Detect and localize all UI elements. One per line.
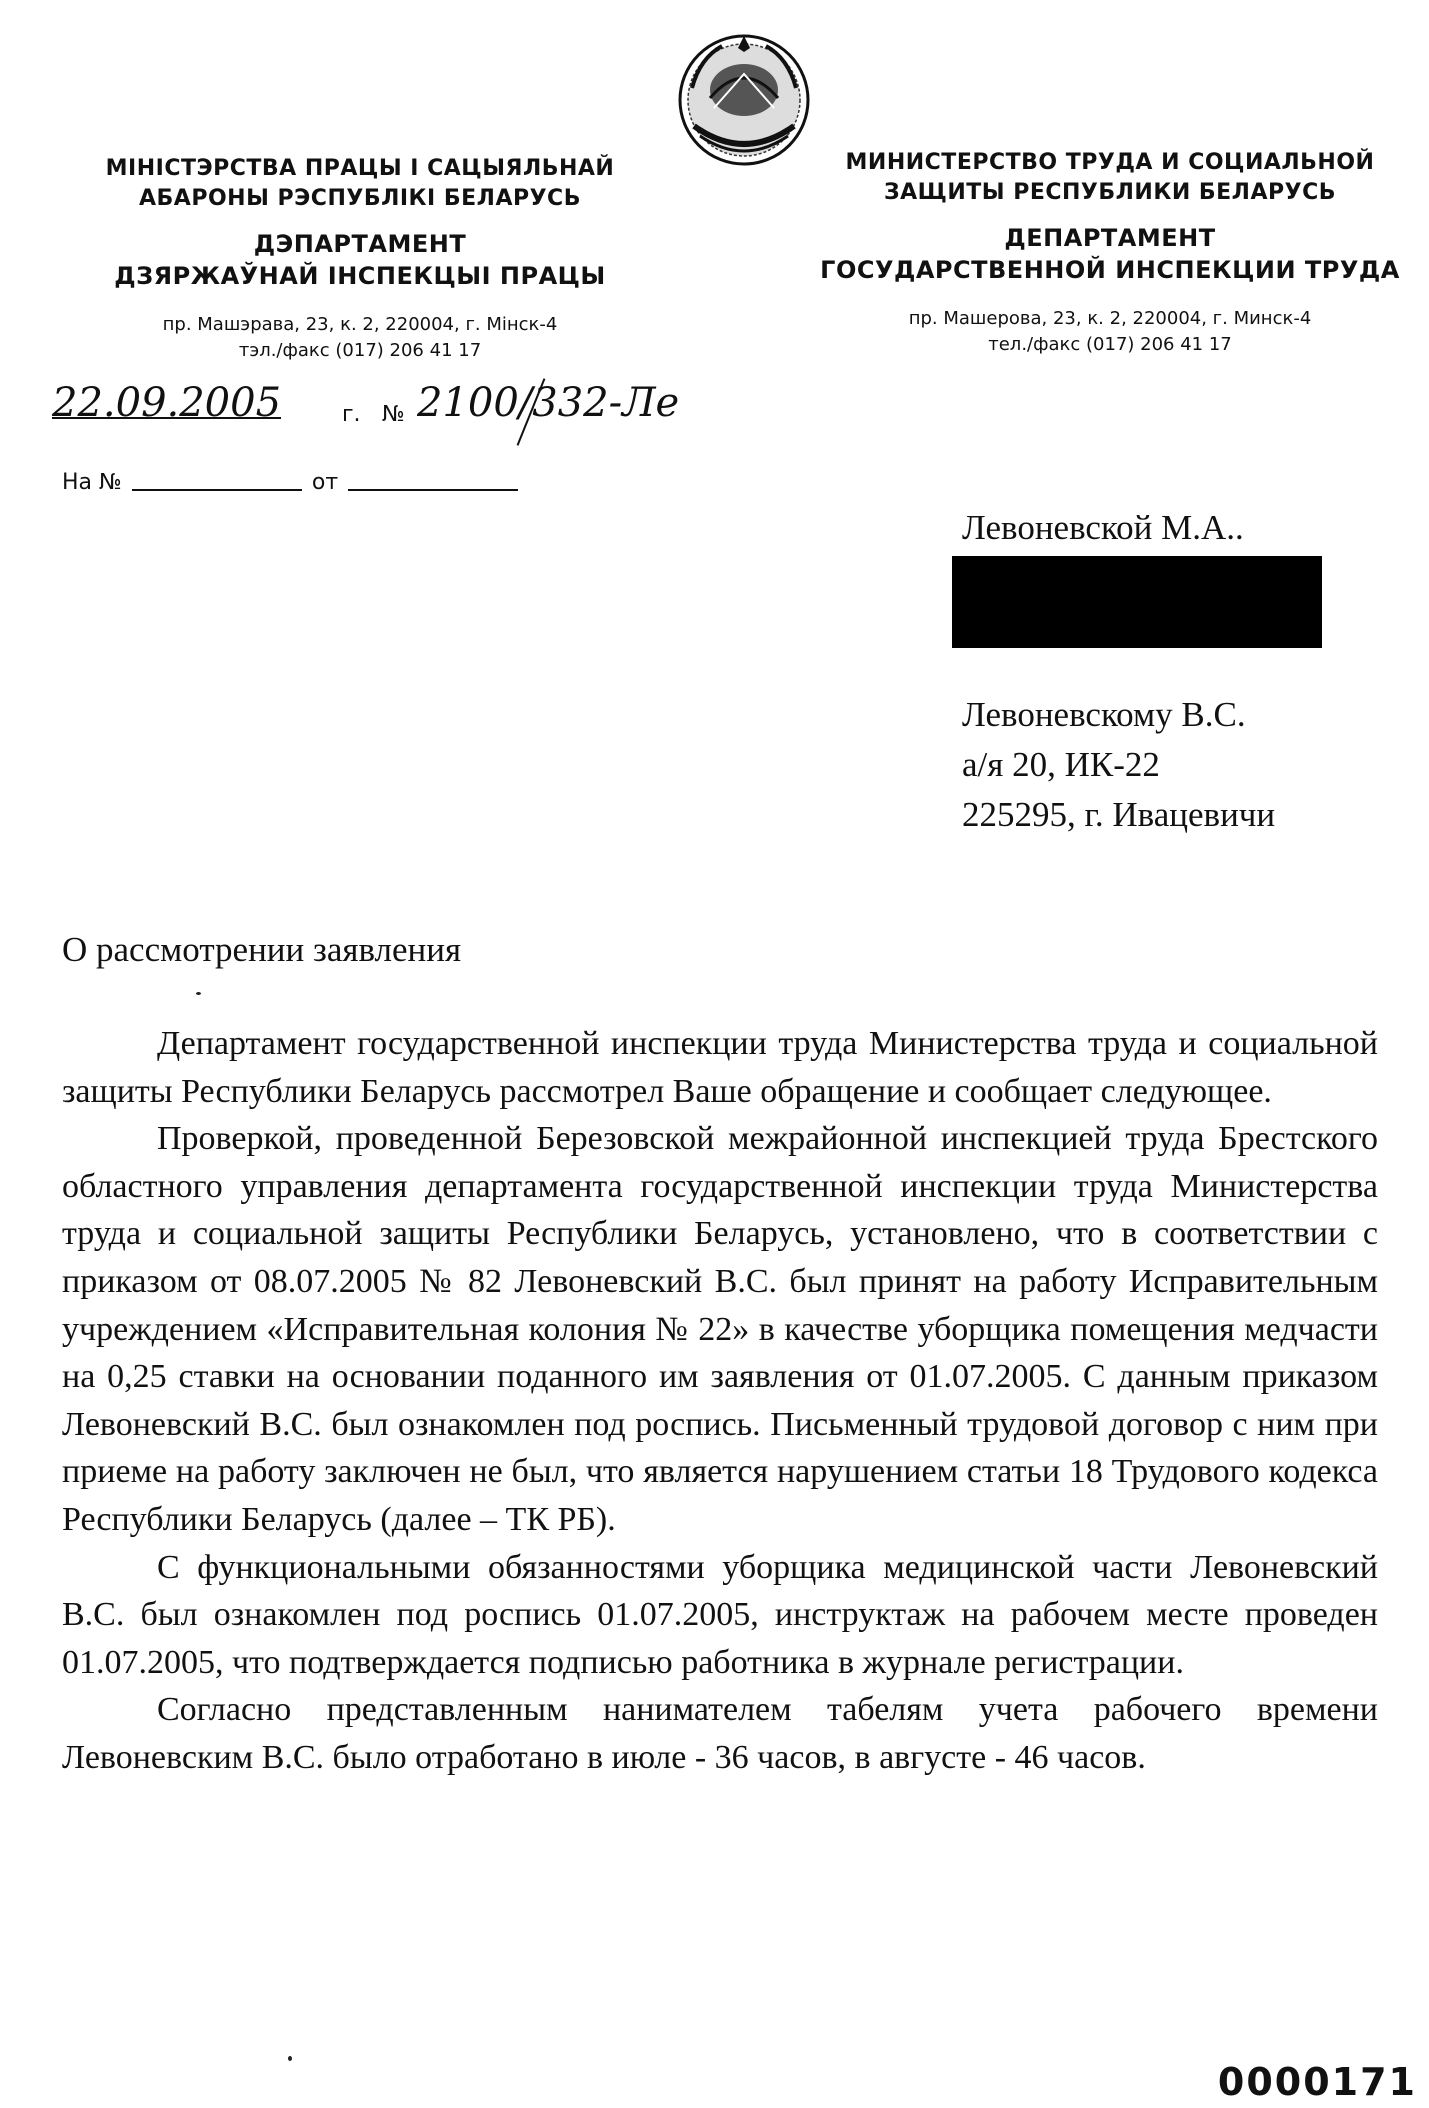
dept-name-be-line1: ДЭПАРТАМЕНТ	[253, 230, 467, 258]
dept-name-ru-line2: ГОСУДАРСТВЕННОЙ ИНСПЕКЦИИ ТРУДА	[820, 256, 1400, 284]
phone-be: тэл./факс (017) 206 41 17	[238, 340, 482, 361]
reply-reference	[62, 470, 528, 495]
org-name-ru-line2: ЗАЩИТЫ РЕСПУБЛИКИ БЕЛАРУСЬ	[884, 180, 1336, 205]
body-paragraph: Согласно представленным нанимателем табелям учета рабочего времени Левоневским В.С. было отработано в июле - 36 часов, в августе - 46 часов.	[62, 1691, 1378, 1776]
addressee-2-name: Левоневскому В.С.	[962, 695, 1246, 734]
reply-number-label: На №	[62, 470, 122, 495]
outgoing-number: 2100/332-Ле	[417, 380, 680, 426]
org-name-be-line2: АБАРОНЫ РЭСПУБЛІКІ БЕЛАРУСЬ	[139, 186, 581, 211]
addressee-2-box: а/я 20, ИК-22	[962, 745, 1160, 784]
letter-subject: О рассмотрении заявления	[62, 930, 462, 969]
address-ru: пр. Машерова, 23, к. 2, 220004, г. Минск-4	[908, 308, 1312, 329]
coat-of-arms-emblem	[670, 28, 818, 176]
reply-date-blank	[348, 489, 518, 491]
body-paragraph: Департамент государственной инспекции труда Министерства труда и социальной защиты Республики Беларусь рассмотрел Ваше обращение и сообщает следующее.	[62, 1025, 1378, 1110]
dept-name-ru-line1: ДЕПАРТАМЕНТ	[1004, 224, 1216, 252]
outgoing-reference	[52, 380, 692, 440]
letter-body	[62, 1020, 1378, 1782]
org-name-be-line1: МІНІСТЭРСТВА ПРАЦЫ І САЦЫЯЛЬНАЙ	[105, 156, 615, 181]
page-number: 0000171	[1217, 2060, 1417, 2104]
header-right	[820, 148, 1400, 358]
dept-name-be-line2: ДЗЯРЖАЎНАЙ ІНСПЕКЦЫІ ПРАЦЫ	[114, 262, 606, 290]
reply-number-blank	[132, 489, 302, 491]
addressee-1-name: Левоневской М.А..	[962, 508, 1244, 547]
scan-speck	[196, 992, 201, 995]
header-left	[90, 154, 630, 364]
outgoing-date: 22.09.2005	[52, 380, 282, 426]
addressee-2-city: 225295, г. Ивацевичи	[962, 795, 1276, 834]
reply-from-label: от	[311, 470, 339, 495]
year-suffix: г.	[342, 402, 361, 427]
addressee-2	[962, 690, 1275, 840]
phone-ru: тел./факс (017) 206 41 17	[988, 334, 1232, 355]
redacted-address-block	[952, 556, 1322, 648]
org-name-ru-line1: МИНИСТЕРСТВО ТРУДА И СОЦИАЛЬНОЙ	[845, 150, 1375, 175]
number-sign: №	[382, 402, 405, 427]
scan-speck	[288, 2056, 292, 2061]
body-paragraph: С функциональными обязанностями уборщика медицинской части Левоневский В.С. был ознакомлен под роспись 01.07.2005, инструктаж на рабочем месте проведен 01.07.2005, что подтверждается подписью работника в журнале регистрации.	[62, 1548, 1378, 1681]
addressee-1	[962, 505, 1244, 551]
address-be: пр. Машэрава, 23, к. 2, 220004, г. Мінск-4	[162, 314, 558, 335]
body-paragraph: Проверкой, проведенной Березовской межрайонной инспекцией труда Брестского областного управления департамента государственной инспекции труда Министерства труда и социальной защиты Республики Беларусь, установлено, что в соответствии с приказом от 08.07.2005 № 82 Левоневский В.С. был принят на работу Исправительным учреждением «Исправительная колония № 22» в качестве уборщика помещения медчасти на 0,25 ставки на основании поданного им заявления от 01.07.2005. С данным приказом Левоневский В.С. был ознакомлен под роспись. Письменный трудовой договор с ним при приеме на работу заключен не был, что является нарушением статьи 18 Трудового кодекса Республики Беларусь (далее – ТК РБ).	[62, 1120, 1378, 1538]
